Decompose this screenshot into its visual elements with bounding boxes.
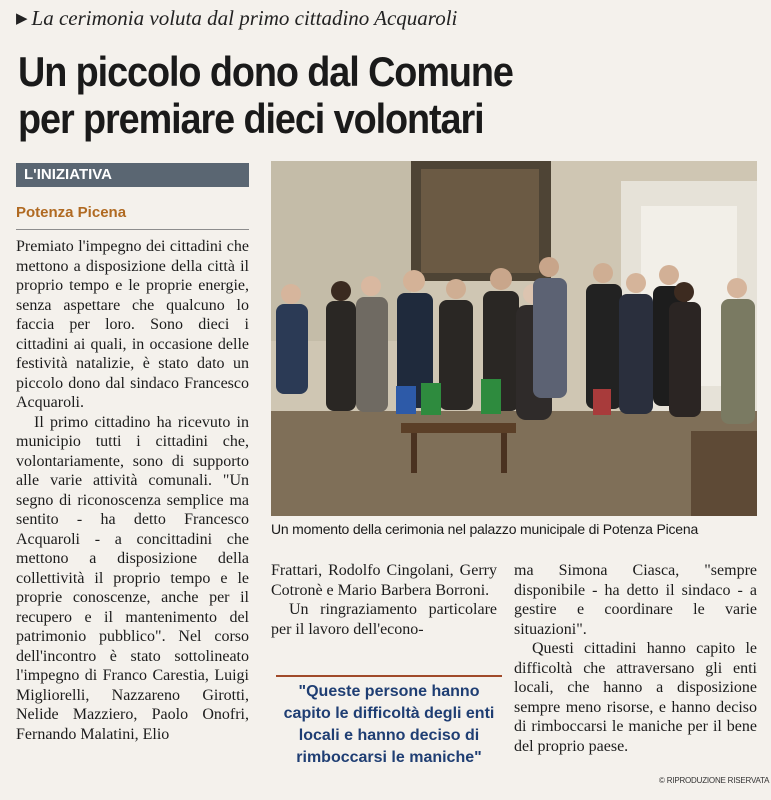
paragraph: Questi cittadini hanno capito le difficoltà che attraversano gli enti locali, che hanno a disposizione sempre meno risorse, e hanno deciso di rimboccarsi le maniche per il bene del proprio paese.	[514, 640, 757, 755]
paragraph: Premiato l'impegno dei cittadini che mettono a disposizione della città il proprio tempo e le proprie energie, senza aspettare che qualcuno lo faccia per loro. Sono dieci i cittadini ai quali, in occasione delle festività natalizie, è stato dato un piccolo dono dal sindaco Francesco Acquaroli.	[16, 238, 249, 411]
kicker-text: La cerimonia voluta dal primo cittadino Acquaroli	[31, 6, 458, 30]
paragraph: ma Simona Ciasca, "sempre disponibile - ha detto il sindaco - a gestire e coordinare le varie situazioni".	[514, 562, 757, 638]
headline-line-2: per premiare dieci volontari	[18, 95, 484, 142]
paragraph: Frattari, Rodolfo Cingolani, Gerry Cotronè e Mario Barbera Borroni.	[271, 562, 497, 599]
copyright-notice: © RIPRODUZIONE RISERVATA	[659, 776, 770, 785]
pull-quote: "Queste persone hanno capito le difficoltà degli enti locali e hanno deciso di rimboccarsi le maniche"	[276, 675, 502, 769]
paragraph: Il primo cittadino ha ricevuto in municipio tutti i cittadini che, volontariamente, sono di supporto alle varie attività comunali. "Un segno di riconoscenza semplice ma sentito - ha detto Francesco Acquaroli - a concittadini che mettono a disposizione della collettività il proprio tempo e le proprie conoscenze, anche per il recupero e il mantenimento del patrimonio pubblico". Nel corso dell'incontro è stato sottolineato l'impegno di Franco Carestia, Luigi Migliorelli, Nazzareno Girotti, Nelide Mazziero, Paolo Onofri, Fernando Malatini, Elio	[16, 413, 249, 743]
photo-caption: Un momento della cerimonia nel palazzo municipale di Potenza Picena	[271, 521, 699, 537]
headline-line-1: Un piccolo dono dal Comune	[18, 48, 513, 95]
paragraph: Un ringraziamento particolare per il lavoro dell'econo-	[271, 601, 497, 638]
triangle-bullet-icon: ▶	[16, 11, 28, 27]
location-label: Potenza Picena	[16, 204, 127, 221]
headline	[18, 48, 684, 142]
article-column-3	[514, 561, 757, 756]
group-photo-illustration	[271, 161, 757, 516]
location-divider	[16, 229, 249, 230]
kicker	[16, 6, 457, 31]
ceremony-photo	[271, 161, 757, 516]
article-column-1	[16, 237, 249, 744]
article-column-2	[271, 561, 497, 639]
section-label: L'INIZIATIVA	[16, 163, 249, 187]
